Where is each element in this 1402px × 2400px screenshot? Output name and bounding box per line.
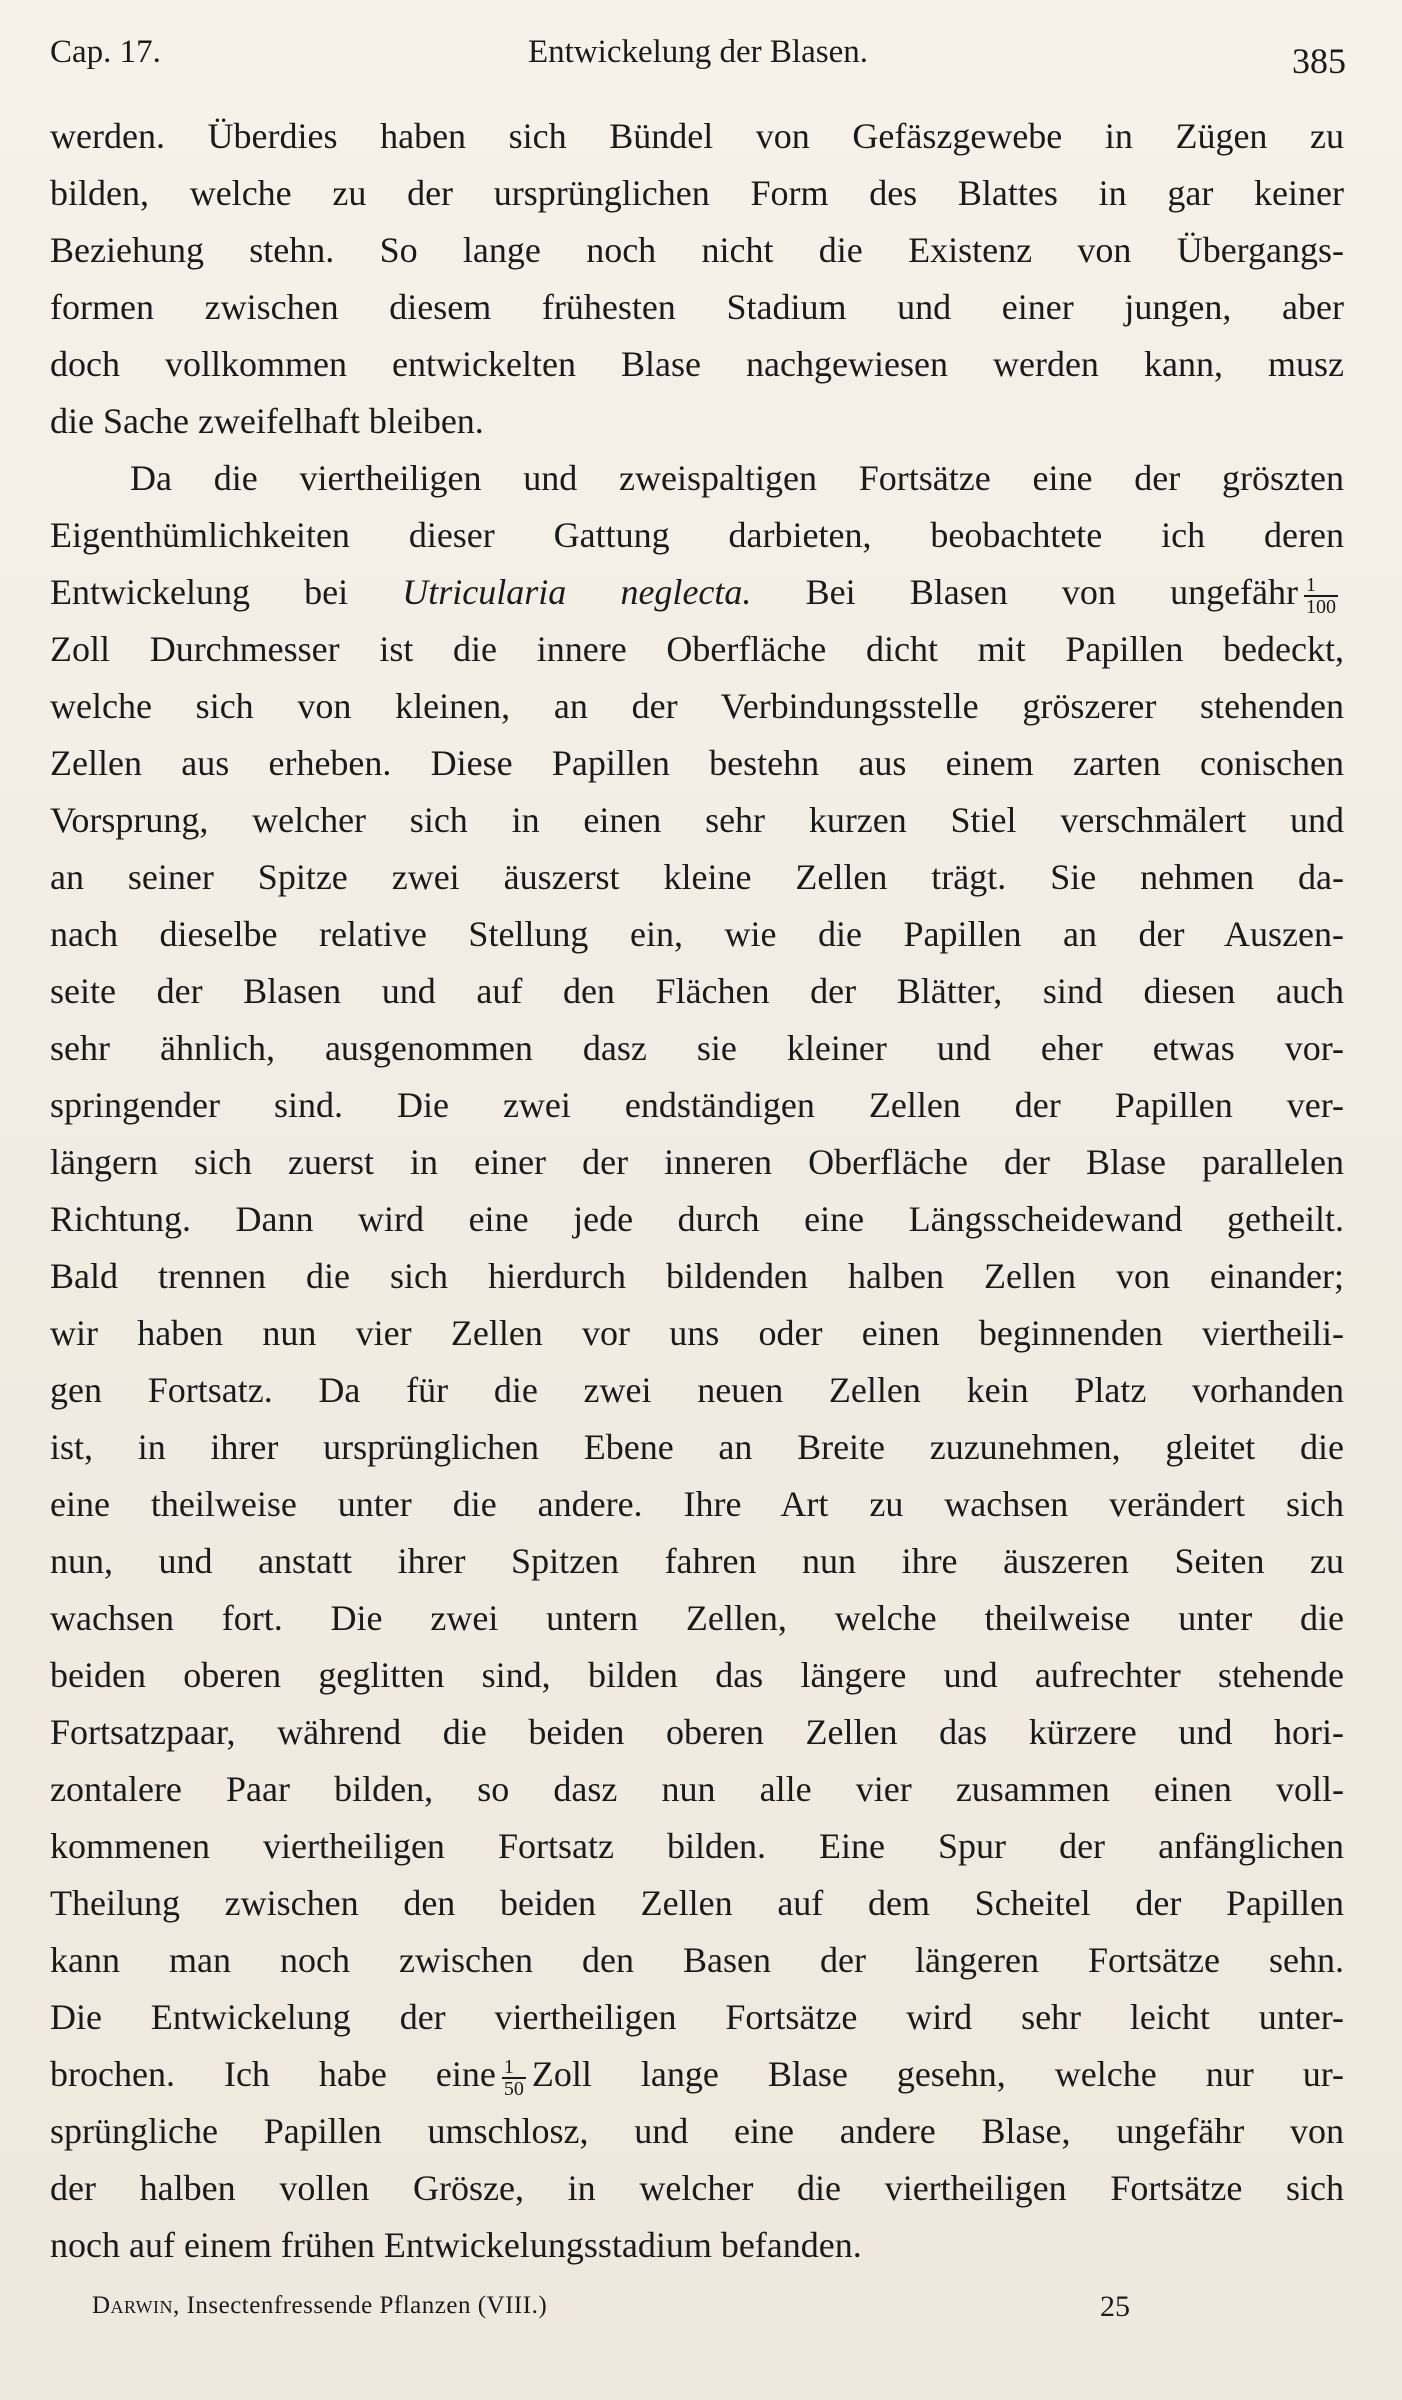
fraction-numerator: 1 — [1304, 575, 1338, 597]
text-line: Da die viertheiligen und zweispaltigen Fortsätze eine der gröszten — [130, 458, 1344, 498]
text-line: noch auf einem frühen Entwickelungsstadium befanden. — [50, 2225, 862, 2265]
text-line — [50, 2046, 1344, 2103]
text-line: beiden oberen geglitten sind, bilden das längere und aufrechter stehende — [50, 1655, 1344, 1695]
text-line: welche sich von kleinen, an der Verbindungsstelle gröszerer stehenden — [50, 686, 1344, 726]
text-line: die Sache zweifelhaft bleiben. — [50, 401, 484, 441]
fraction-one-hundredth — [1304, 575, 1338, 617]
page-number: 385 — [1292, 41, 1346, 81]
text-line: längern sich zuerst in einer der inneren Oberfläche der Blase parallelen — [50, 1142, 1344, 1182]
text-line: Zoll Durchmesser ist die innere Oberfläche dicht mit Papillen bedeckt, — [50, 629, 1344, 669]
text-line: zontalere Paar bilden, so dasz nun alle vier zusammen einen voll- — [50, 1769, 1344, 1809]
text-line: werden. Überdies haben sich Bündel von Gefäszgewebe in Zügen zu — [50, 116, 1344, 156]
text-line: wachsen fort. Die zwei untern Zellen, welche theilweise unter die — [50, 1598, 1344, 1638]
text-line: doch vollkommen entwickelten Blase nachgewiesen werden kann, musz — [50, 344, 1344, 384]
fraction-one-fiftieth — [502, 2057, 526, 2099]
text-line: Theilung zwischen den beiden Zellen auf dem Scheitel der Papillen — [50, 1883, 1344, 1923]
footer-book-title: Insectenfressende Pflanzen (VIII.) — [186, 2292, 548, 2319]
fraction-numerator: 1 — [502, 2057, 526, 2079]
text-line: Zellen aus erheben. Diese Papillen bestehn aus einem zarten conischen — [50, 743, 1344, 783]
text-segment: Bei Blasen von ungefähr — [805, 572, 1298, 612]
text-line: sehr ähnlich, ausgenommen dasz sie kleiner und eher etwas vor- — [50, 1028, 1344, 1068]
text-line: bilden, welche zu der ursprünglichen Form des Blattes in gar keiner — [50, 173, 1344, 213]
text-line: seite der Blasen und auf den Flächen der Blätter, sind diesen auch — [50, 971, 1344, 1011]
text-line: eine theilweise unter die andere. Ihre Art zu wachsen verändert sich — [50, 1484, 1344, 1524]
text-line: kommenen viertheiligen Fortsatz bilden. Eine Spur der anfänglichen — [50, 1826, 1344, 1866]
body-text — [50, 108, 1344, 2274]
text-line: gen Fortsatz. Da für die zwei neuen Zellen kein Platz vorhanden — [50, 1370, 1344, 1410]
footer-credit — [92, 2292, 547, 2320]
text-line — [50, 564, 1344, 621]
text-line: kann man noch zwischen den Basen der längeren Fortsätze sehn. — [50, 1940, 1344, 1980]
text-line: der halben vollen Grösze, in welcher die viertheiligen Fortsätze sich — [50, 2168, 1344, 2208]
running-title: Entwickelung der Blasen. — [528, 34, 868, 70]
text-line: Vorsprung, welcher sich in einen sehr kurzen Stiel verschmälert und — [50, 800, 1344, 840]
text-line: ist, in ihrer ursprünglichen Ebene an Breite zuzunehmen, gleitet die — [50, 1427, 1344, 1467]
text-line: nun, und anstatt ihrer Spitzen fahren nun ihre äuszeren Seiten zu — [50, 1541, 1344, 1581]
text-segment: brochen. Ich habe eine — [50, 2054, 496, 2094]
text-line: sprüngliche Papillen umschlosz, und eine andere Blase, ungefähr von — [50, 2111, 1344, 2151]
running-head — [50, 30, 1346, 86]
footer-author: Darwin, — [92, 2292, 180, 2319]
fraction-denominator: 50 — [503, 2077, 524, 2100]
text-line: nach dieselbe relative Stellung ein, wie die Papillen an der Auszen- — [50, 914, 1344, 954]
text-line: formen zwischen diesem frühesten Stadium und einer jungen, aber — [50, 287, 1344, 327]
species-name: Utricularia neglecta. — [402, 572, 752, 612]
text-line: wir haben nun vier Zellen vor uns oder einen beginnenden viertheili- — [50, 1313, 1344, 1353]
text-line: Eigenthümlichkeiten dieser Gattung darbieten, beobachtete ich deren — [50, 515, 1344, 555]
text-line: Fortsatzpaar, während die beiden oberen Zellen das kürzere und hori- — [50, 1712, 1344, 1752]
fraction-denominator: 100 — [1306, 595, 1336, 618]
text-line: an seiner Spitze zwei äuszerst kleine Zellen trägt. Sie nehmen da- — [50, 857, 1344, 897]
chapter-label: Cap. 17. — [50, 34, 161, 70]
text-line: Richtung. Dann wird eine jede durch eine Längsscheidewand getheilt. — [50, 1199, 1344, 1239]
text-segment: Entwickelung bei — [50, 572, 349, 612]
text-segment: Zoll lange Blase gesehn, welche nur ur- — [531, 2054, 1344, 2094]
signature-footer — [50, 2288, 1346, 2338]
text-line: Beziehung stehn. So lange noch nicht die Existenz von Übergangs- — [50, 230, 1344, 270]
text-line: Die Entwickelung der viertheiligen Fortsätze wird sehr leicht unter- — [50, 1997, 1344, 2037]
signature-number: 25 — [1100, 2290, 1130, 2323]
text-line: Bald trennen die sich hierdurch bildenden halben Zellen von einander; — [50, 1256, 1344, 1296]
text-line: springender sind. Die zwei endständigen Zellen der Papillen ver- — [50, 1085, 1344, 1125]
